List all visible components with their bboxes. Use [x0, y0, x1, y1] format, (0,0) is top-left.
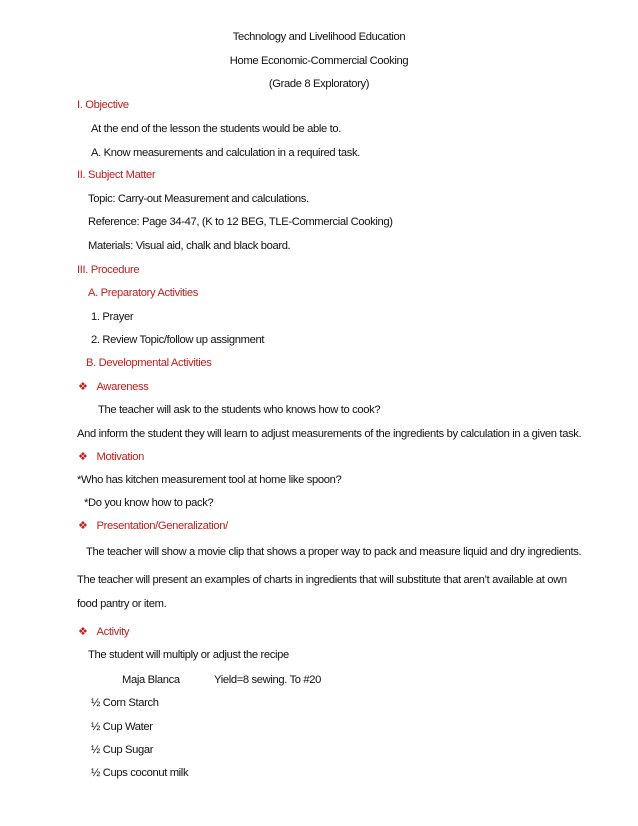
objective-item-a: A. Know measurements and calculation in a required task. [91, 147, 360, 159]
activity-heading-row [78, 625, 129, 639]
presentation-heading-row [78, 519, 228, 533]
awareness-line-2: And inform the student they will learn to adjust measurements of the ingredients by calculation in a given task. [77, 428, 582, 440]
diamond-bullet-icon: ❖ [78, 520, 88, 532]
motivation-line-1: *Who has kitchen measurement tool at home like spoon? [77, 474, 342, 486]
activity-heading: Activity [96, 626, 130, 638]
recipe-name: Maja Blanca [122, 674, 180, 686]
subject-matter-heading: II. Subject Matter [77, 169, 156, 181]
preparatory-item-1: 1. Prayer [91, 311, 134, 323]
activity-line-1: The student will multiply or adjust the recipe [88, 649, 289, 661]
awareness-heading-row [78, 380, 149, 394]
subject-topic: Topic: Carry-out Measurement and calculations. [88, 193, 309, 205]
subject-reference: Reference: Page 34-47, (K to 12 BEG, TLE-Commercial Cooking) [88, 216, 393, 228]
ingredient-item: ½ Corn Starch [91, 697, 159, 709]
presentation-heading: Presentation/Generalization/ [96, 520, 228, 532]
awareness-line-1: The teacher will ask to the students who knows how to cook? [98, 404, 381, 416]
objective-heading: I. Objective [77, 99, 129, 111]
ingredient-item: ½ Cup Water [91, 721, 153, 733]
motivation-heading: Motivation [96, 451, 145, 463]
diamond-bullet-icon: ❖ [78, 381, 88, 393]
presentation-line-3: food pantry or item. [77, 598, 167, 610]
subject-materials: Materials: Visual aid, chalk and black board. [88, 240, 291, 252]
presentation-line-2: The teacher will present an examples of charts in ingredients that will substitute that aren’t available at own [77, 574, 567, 586]
presentation-line-1: The teacher will show a movie clip that shows a proper way to pack and measure liquid and dry ingredients. [86, 546, 582, 558]
header-grade: (Grade 8 Exploratory) [268, 78, 370, 90]
ingredient-item: ½ Cups coconut milk [91, 767, 189, 779]
awareness-heading: Awareness [96, 381, 149, 393]
preparatory-item-2: 2. Review Topic/follow up assignment [91, 334, 265, 346]
preparatory-heading: A. Preparatory Activities [88, 287, 199, 299]
developmental-heading: B. Developmental Activities [86, 357, 212, 369]
ingredient-item: ½ Cup Sugar [91, 744, 154, 756]
recipe-yield: Yield=8 sewing. To #20 [214, 674, 322, 686]
motivation-heading-row [78, 450, 144, 464]
objective-intro: At the end of the lesson the students would be able to. [91, 123, 342, 135]
procedure-heading: III. Procedure [77, 264, 140, 276]
motivation-line-2: *Do you know how to pack? [84, 497, 214, 509]
header-title: Technology and Livelihood Education [232, 31, 406, 43]
header-subject: Home Economic-Commercial Cooking [229, 55, 409, 67]
diamond-bullet-icon: ❖ [78, 626, 88, 638]
diamond-bullet-icon: ❖ [78, 451, 88, 463]
